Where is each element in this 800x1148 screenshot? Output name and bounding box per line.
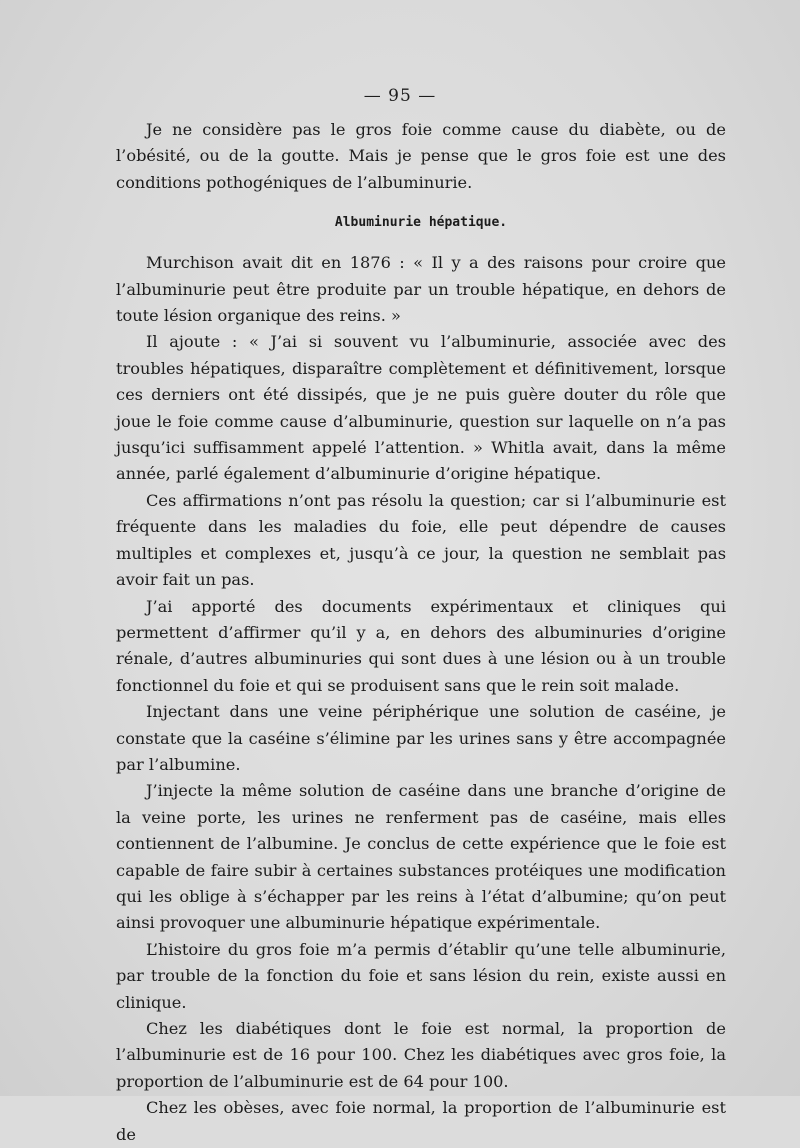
paragraph-obeses: Chez les obèses, avec foie normal, la proportion de l’albuminurie est de — [116, 1098, 726, 1144]
intro-paragraph: Je ne considère pas le gros foie comme cause du diabète, ou de l’obésité, ou de la goutte. Mais je pense que le gros foie est une des conditions pothogéniques de l’albuminurie. — [116, 120, 726, 192]
paragraph-documents: J’ai apporté des documents expérimentaux et cliniques qui permettent d’affirmer qu’il y a, en dehors des albuminuries d’origine rénale, d’autres albuminuries qui sont dues à une lésion ou à un trouble fonctionnel du foie et qui se produisent sans que le rein soit malade. — [116, 596, 726, 695]
paragraph-il-ajoute: Il ajoute : « J’ai si souvent vu l’albuminurie, associée avec des troubles hépatiques, disparaître complètement et définitivement, lorsque ces derniers ont été dissipés, que je ne puis guère douter du rôle que joue le foie comme cause d’albuminurie, question sur laquelle on n’a pas jusqu’ici suffisamment appelé l’attention. » Whitla avait, dans la même année, parlé également d’albuminurie d’origine hépatique. — [116, 332, 726, 484]
paragraph-j-injecte: J’injecte la même solution de caséine dans une branche d’origine de la veine porte, les urines ne renferment pas de caséine, mais elles contiennent de l’albumine. Je conclus de cette expérience que le foie est capable de faire subir à certaines substances protéiques une modification qui les oblige à s’échapper par les reins à l’état d’albumine; qu’on peut ainsi provoquer une albuminurie hépatique expérimentale. — [116, 781, 726, 933]
paragraph-affirmations: Ces affirmations n’ont pas résolu la question; car si l’albuminurie est fréquente dans les maladies du foie, elle peut dépendre de causes multiples et complexes et, jusqu’à ce jour, la question ne semblait pas avoir fait un pas. — [116, 490, 726, 590]
page-number: — 95 — — [363, 86, 437, 106]
body-text — [116, 117, 726, 1148]
section-heading: Albuminurie hépatique. — [334, 215, 508, 231]
paragraph-injectant: Injectant dans une veine périphérique une solution de caséine, je constate que la caséine s’élimine par les urines sans y être accompagnée par l’albumine. — [116, 702, 726, 774]
paragraph-diabetiques: Chez les diabétiques dont le foie est normal, la proportion de l’albuminurie est de 16 pour 100. Chez les diabétiques avec gros foie, la proportion de l’albuminurie est de 64 pour 100. — [116, 1019, 726, 1091]
paragraph-histoire: L’histoire du gros foie m’a permis d’établir qu’une telle albuminurie, par trouble de la fonction du foie et sans lésion du rein, existe aussi en clinique. — [116, 939, 726, 1012]
paragraph-murchison: Murchison avait dit en 1876 : « Il y a des raisons pour croire que l’albuminurie peut être produite par un trouble hépatique, en dehors de toute lésion organique des reins. » — [116, 253, 726, 326]
